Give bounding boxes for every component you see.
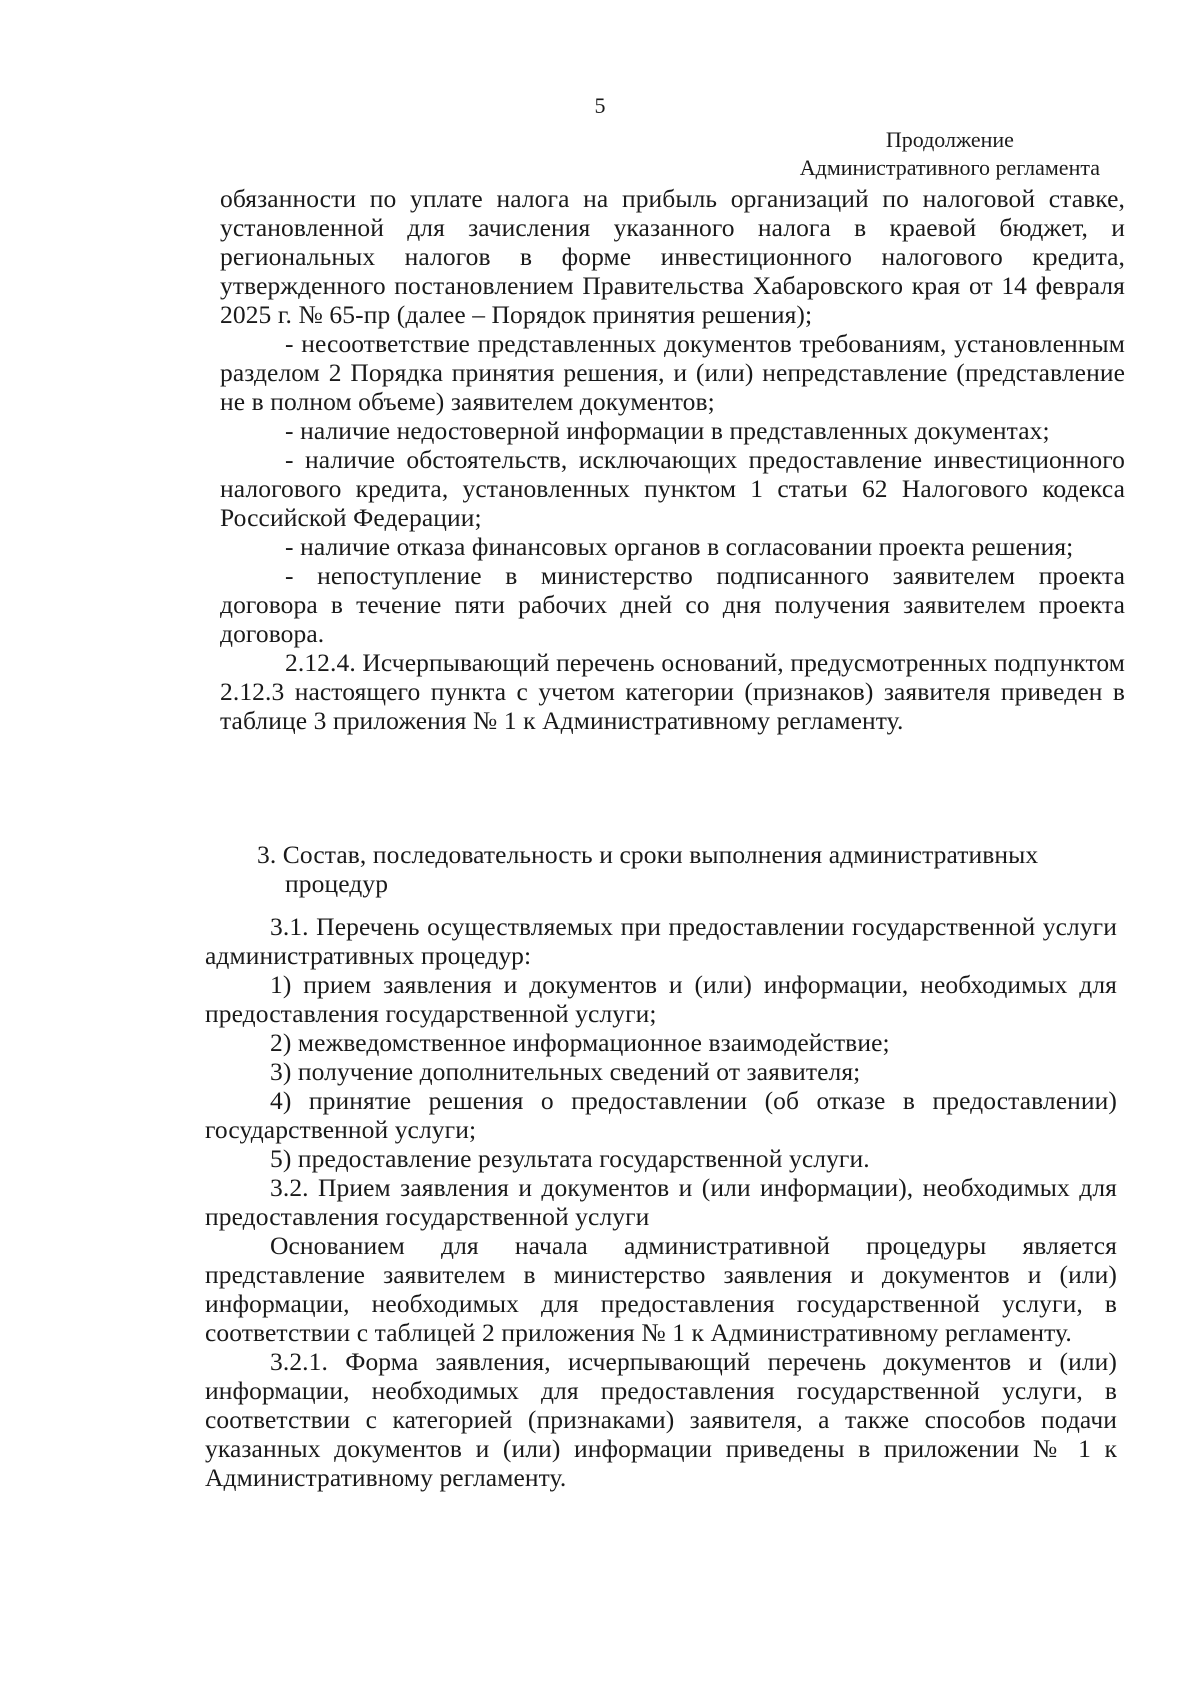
- list-item-procedure-5: 5) предоставление результата государственной услуги.: [270, 1144, 870, 1173]
- list-item-procedure-3: 3) получение дополнительных сведений от заявителя;: [270, 1057, 861, 1086]
- paragraph-refusal-ground-false-info: - наличие недостоверной информации в представленных документах;: [285, 416, 1050, 445]
- paragraph-refusal-ground-contract: - непоступление в министерство подписанного заявителем проекта договора в течение пяти рабочих дней со дня получения заявителем проекта договора.: [220, 561, 1125, 648]
- paragraph-refusal-ground-circumstances: - наличие обстоятельств, исключающих предоставление инвестиционного налогового кредита, установленных пунктом 1 статьи 62 Налогового кодекса Российской Федерации;: [220, 445, 1125, 532]
- continuation-header: [800, 126, 1100, 182]
- page-number: 5: [594, 93, 606, 118]
- list-item-procedure-4: 4) принятие решения о предоставлении (об отказе в предоставлении) государственной услуги;: [205, 1086, 1117, 1144]
- list-item-procedure-2: 2) межведомственное информационное взаимодействие;: [270, 1028, 890, 1057]
- paragraph-refusal-ground-financial: - наличие отказа финансовых органов в согласовании проекта решения;: [285, 532, 1074, 561]
- header-line-continuation: Продолжение: [885, 127, 1014, 152]
- text-block-upper: [220, 184, 1125, 735]
- paragraph-3-2: 3.2. Прием заявления и документов и (или информации), необходимых для предоставления государственной услуги: [205, 1173, 1117, 1231]
- paragraph-3-2-1: 3.2.1. Форма заявления, исчерпывающий перечень документов и (или) информации, необходимых для предоставления государственной услуги, в соответствии с категорией (признаками) заявителя, а также способов подачи указанных документов и (или) информации приведены в приложении № 1 к Административному регламенту.: [205, 1347, 1117, 1492]
- list-item-procedure-1: 1) прием заявления и документов и (или) информации, необходимых для предоставления государственной услуги;: [205, 970, 1117, 1028]
- paragraph-3-1: 3.1. Перечень осуществляемых при предоставлении государственной услуги административных процедур:: [205, 912, 1117, 970]
- paragraph-2-12-4: 2.12.4. Исчерпывающий перечень оснований, предусмотренных подпунктом 2.12.3 настоящего пункта с учетом категории (признаков) заявителя приведен в таблице 3 приложения № 1 к Административному регламенту.: [220, 648, 1125, 735]
- header-line-regulation: Административного регламента: [799, 155, 1100, 180]
- paragraph-procedure-reference: обязанности по уплате налога на прибыль организаций по налоговой ставке, установленной для зачисления указанного налога в краевой бюджет, и региональных налогов в форме инвестиционного налогового кредита, утвержденного постановлением Правительства Хабаровского края от 14 февраля 2025 г. № 65-пр (далее – Порядок принятия решения);: [220, 184, 1125, 329]
- paragraph-refusal-ground-documents: - несоответствие представленных документов требованиям, установленным разделом 2 Порядка принятия решения, и (или) непредставление (представление не в полном объеме) заявителем документов;: [220, 329, 1125, 416]
- paragraph-basis-for-procedure: Основанием для начала административной процедуры является представление заявителем в министерство заявления и документов и (или) информации, необходимых для предоставления государственной услуги, в соответствии с таблицей 2 приложения № 1 к Административному регламенту.: [205, 1231, 1117, 1347]
- section-3-heading: 3. Состав, последовательность и сроки выполнения административных процедур: [257, 840, 1039, 898]
- text-block-lower: [205, 840, 1117, 1492]
